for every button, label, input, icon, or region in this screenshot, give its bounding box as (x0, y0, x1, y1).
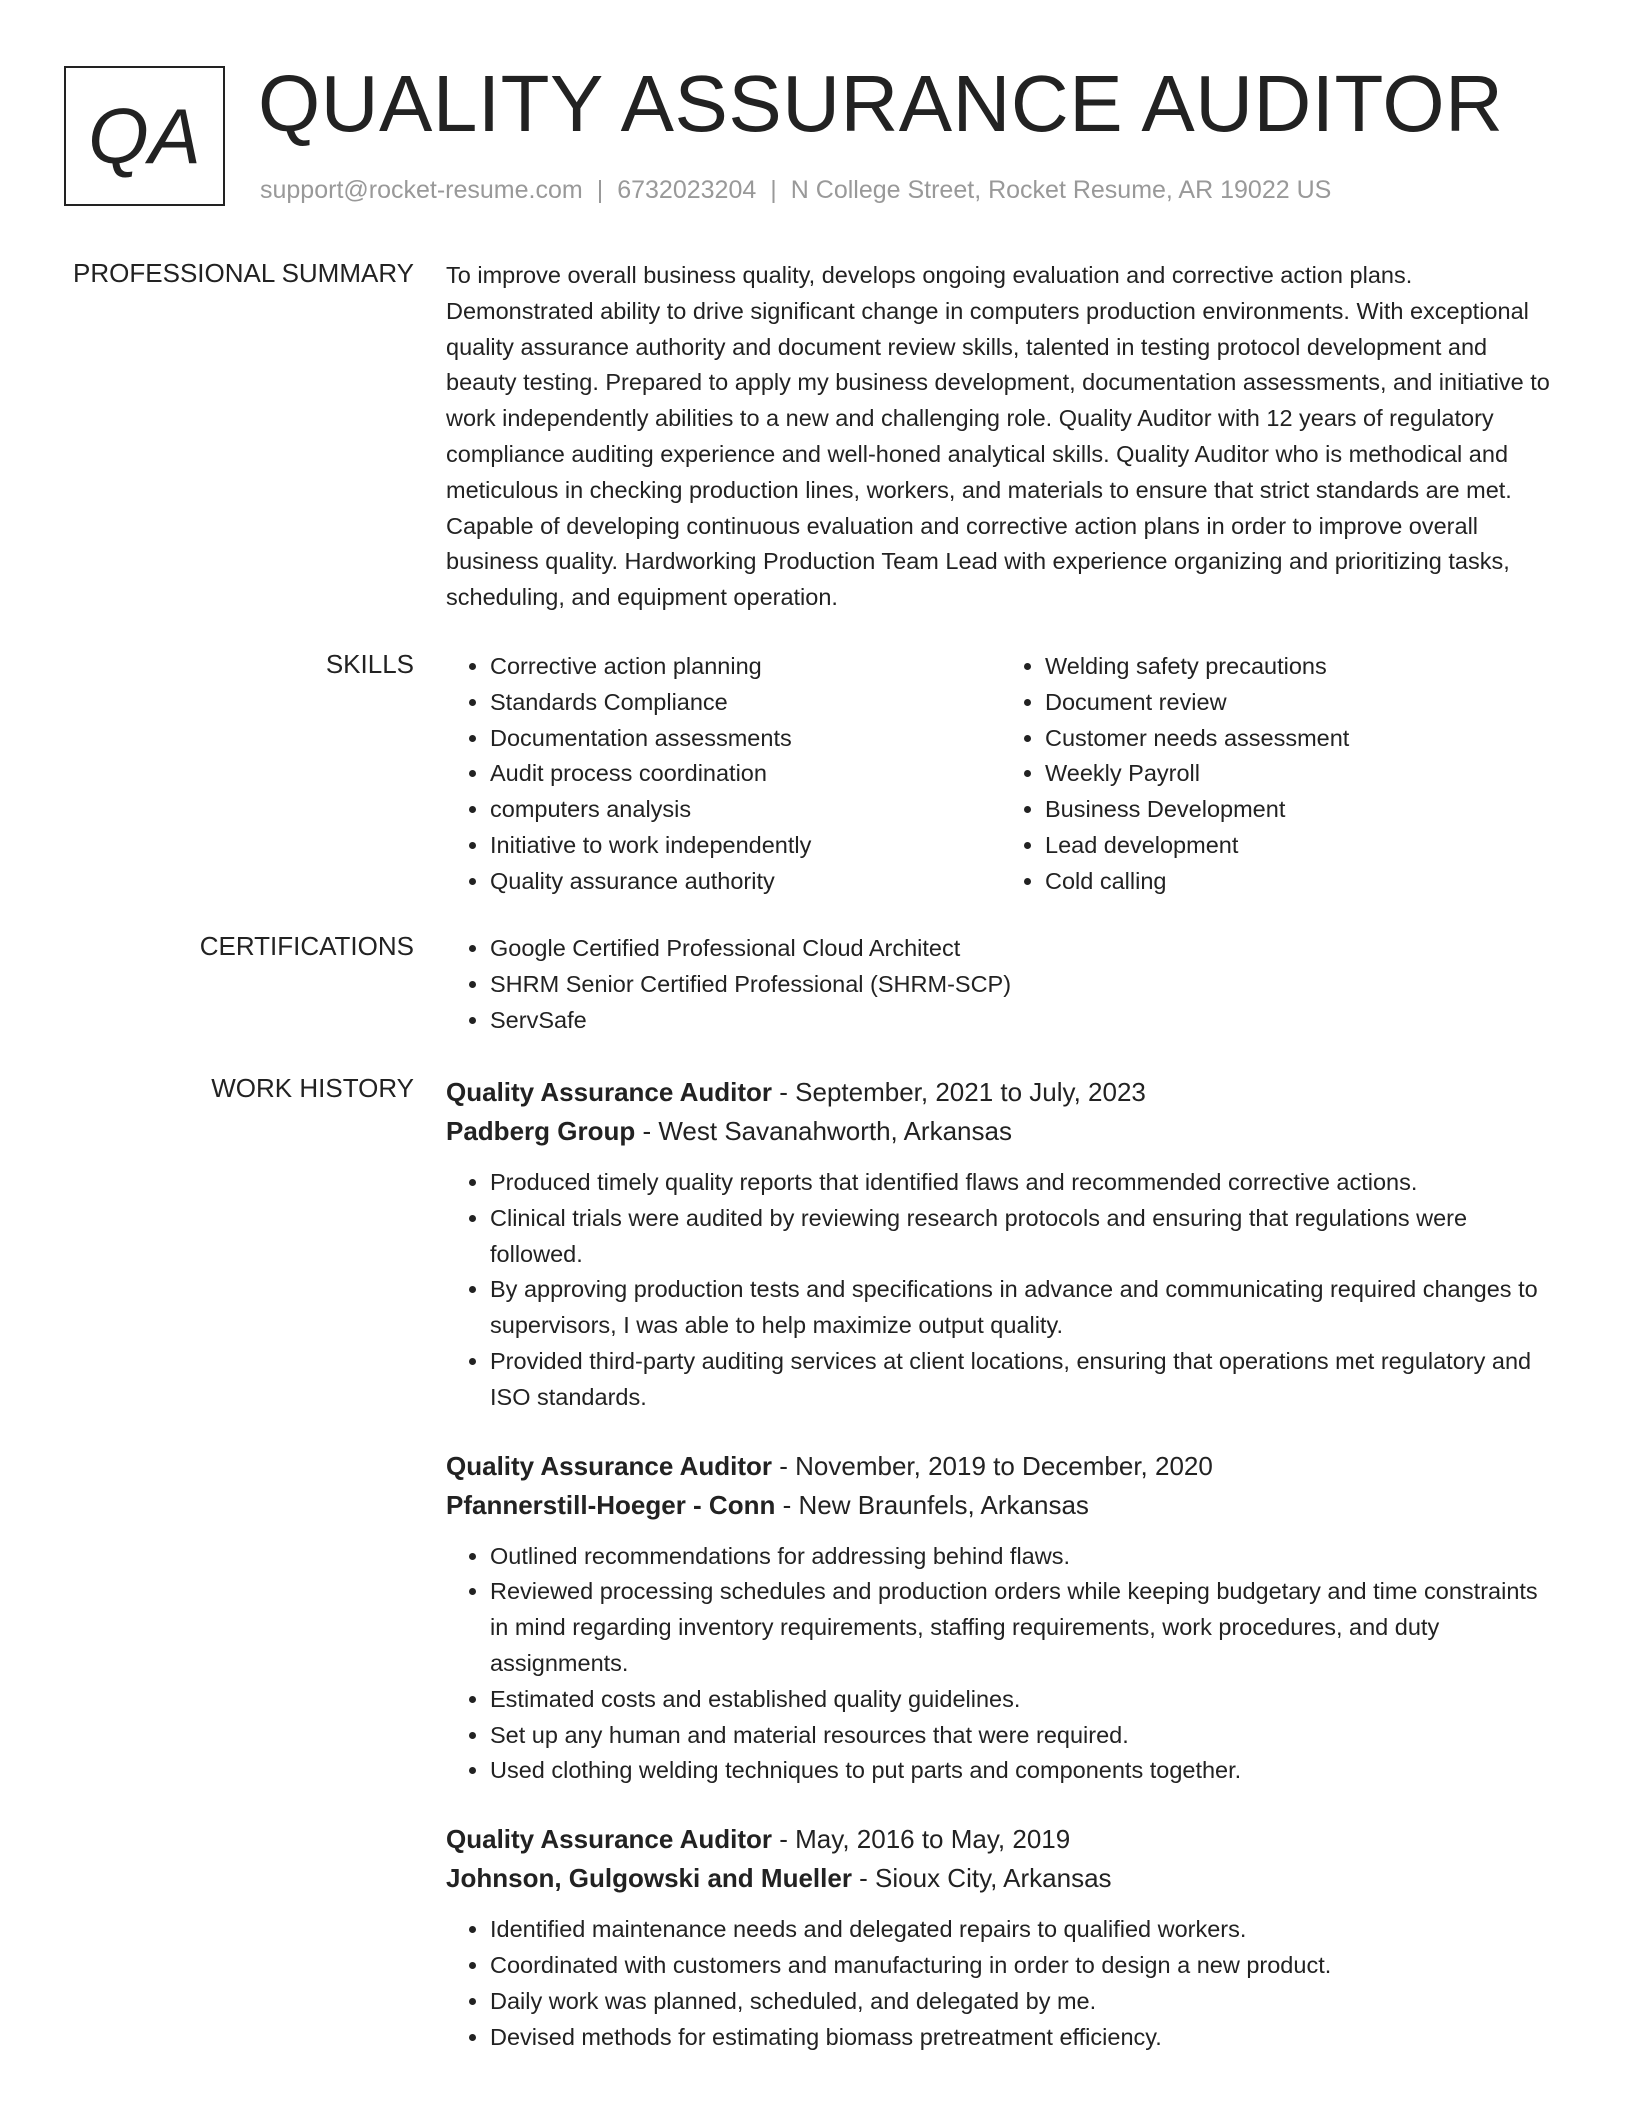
certifications-list (446, 931, 1556, 1038)
job-company-line (446, 1112, 1556, 1151)
job-entry (446, 1447, 1556, 1790)
job-bullet: • Clinical trials were audited by reviewing research protocols and ensuring that regulations were followed. (490, 1201, 1556, 1273)
job-bullet: • Coordinated with customers and manufacturing in order to design a new product. (490, 1948, 1556, 1984)
job-company: Pfannerstill-Hoeger - Conn (446, 1489, 776, 1520)
job-title: Quality Assurance Auditor (446, 1450, 773, 1481)
job-dates: - November, 2019 to December, 2020 (772, 1450, 1213, 1481)
skill-item: • Document review (1045, 685, 1556, 721)
certification-item: • SHRM Senior Certified Professional (SHRM-SCP) (490, 967, 1556, 1003)
skill-item: • Quality assurance authority (490, 864, 1001, 900)
job-bullet: • Produced timely quality reports that identified flaws and recommended corrective actions. (490, 1165, 1556, 1201)
job-bullet: • Set up any human and material resources that were required. (490, 1718, 1556, 1754)
job-title-line (446, 1073, 1556, 1112)
job-location: - Sioux City, Arkansas (851, 1863, 1112, 1894)
section-label-certifications: CERTIFICATIONS (199, 931, 414, 961)
skill-item: • Welding safety precautions (1045, 649, 1556, 685)
contact-email[interactable]: support@rocket-resume.com (260, 176, 583, 204)
skill-item: • Standards Compliance (490, 685, 1001, 721)
section-label-summary: PROFESSIONAL SUMMARY (73, 258, 414, 288)
contact-separator: | (596, 176, 604, 204)
job-title-line (446, 1820, 1556, 1859)
certifications-body (446, 931, 1556, 1038)
section-label-skills: SKILLS (325, 649, 414, 679)
job-bullet: • Daily work was planned, scheduled, and delegated by me. (490, 1984, 1556, 2020)
job-entry (446, 1820, 1556, 2055)
skill-item: • Audit process coordination (490, 756, 1001, 792)
skill-item: • computers analysis (490, 792, 1001, 828)
job-bullet: • Identified maintenance needs and delegated repairs to qualified workers. (490, 1912, 1556, 1948)
section-label-work-history: WORK HISTORY (211, 1073, 414, 1103)
skill-item: • Corrective action planning (490, 649, 1001, 685)
job-company: Johnson, Gulgowski and Mueller (446, 1863, 852, 1894)
job-bullets (446, 1165, 1556, 1416)
contact-separator: | (770, 176, 777, 204)
job-company-line (446, 1486, 1556, 1525)
skill-item: • Weekly Payroll (1045, 756, 1556, 792)
job-company: Padberg Group (446, 1116, 636, 1146)
skills-list-right (1001, 649, 1556, 900)
contact-phone[interactable]: 6732023204 (617, 176, 757, 204)
contact-address: N College Street, Rocket Resume, AR 19022 US (790, 176, 1332, 204)
job-bullet: • By approving production tests and specifications in advance and communicating required changes to supervisors, I was able to help maximize output quality. (490, 1272, 1556, 1344)
certification-item: • Google Certified Professional Cloud Architect (490, 931, 1556, 967)
job-title: Quality Assurance Auditor (446, 1077, 773, 1107)
summary-text: To improve overall business quality, develops ongoing evaluation and corrective action plans. Demonstrated ability to drive significant change in computers production environments. With exceptional quality assurance authority and document review skills, talented in testing protocol development and beauty testing. Prepared to apply my business development, documentation assessments, and initiative to work independently abilities to a new and challenging role. Quality Auditor with 12 years of regulatory compliance auditing experience and well-honed analytical skills. Quality Auditor who is methodical and meticulous in checking production lines, workers, and materials to ensure that strict standards are met. Capable of developing continuous evaluation and corrective action plans in order to improve overall business quality. Hardworking Production Team Lead with experience organizing and prioritizing tasks, scheduling, and equipment operation. (446, 262, 1550, 611)
job-bullet: • Provided third-party auditing services at client locations, ensuring that operations met regulatory and ISO standards. (490, 1344, 1556, 1416)
job-dates: - May, 2016 to May, 2019 (772, 1824, 1071, 1855)
job-bullets (446, 1539, 1556, 1790)
certification-item: • ServSafe (490, 1003, 1556, 1039)
skills-list-left (446, 649, 1001, 900)
skill-item: • Documentation assessments (490, 721, 1001, 757)
work-history-body (446, 1073, 1556, 2086)
skills-columns (446, 649, 1556, 900)
skill-item: • Business Development (1045, 792, 1556, 828)
job-bullet: • Reviewed processing schedules and production orders while keeping budgetary and time constraints in mind regarding inventory requirements, staffing requirements, work procedures, and duty assignments. (490, 1574, 1556, 1681)
skill-item: • Lead development (1045, 828, 1556, 864)
job-location: - New Braunfels, Arkansas (775, 1489, 1089, 1520)
job-entry (446, 1073, 1556, 1416)
job-dates: - September, 2021 to July, 2023 (772, 1077, 1146, 1107)
job-location: - West Savanahworth, Arkansas (635, 1116, 1012, 1146)
job-bullet: • Estimated costs and established quality guidelines. (490, 1682, 1556, 1718)
monogram-logo: QA (64, 66, 225, 206)
job-company-line (446, 1859, 1556, 1898)
skill-item: • Initiative to work independently (490, 828, 1001, 864)
job-bullet: • Outlined recommendations for addressing behind flaws. (490, 1539, 1556, 1575)
resume-name-title: QUALITY ASSURANCE AUDITOR (258, 59, 1504, 148)
job-title-line (446, 1447, 1556, 1486)
job-title: Quality Assurance Auditor (446, 1824, 773, 1855)
job-bullet: • Devised methods for estimating biomass pretreatment efficiency. (490, 2020, 1556, 2056)
contact-line (260, 176, 1331, 205)
skill-item: • Customer needs assessment (1045, 721, 1556, 757)
job-bullet: • Used clothing welding techniques to put parts and components together. (490, 1753, 1556, 1789)
skill-item: • Cold calling (1045, 864, 1556, 900)
job-bullets (446, 1912, 1556, 2055)
